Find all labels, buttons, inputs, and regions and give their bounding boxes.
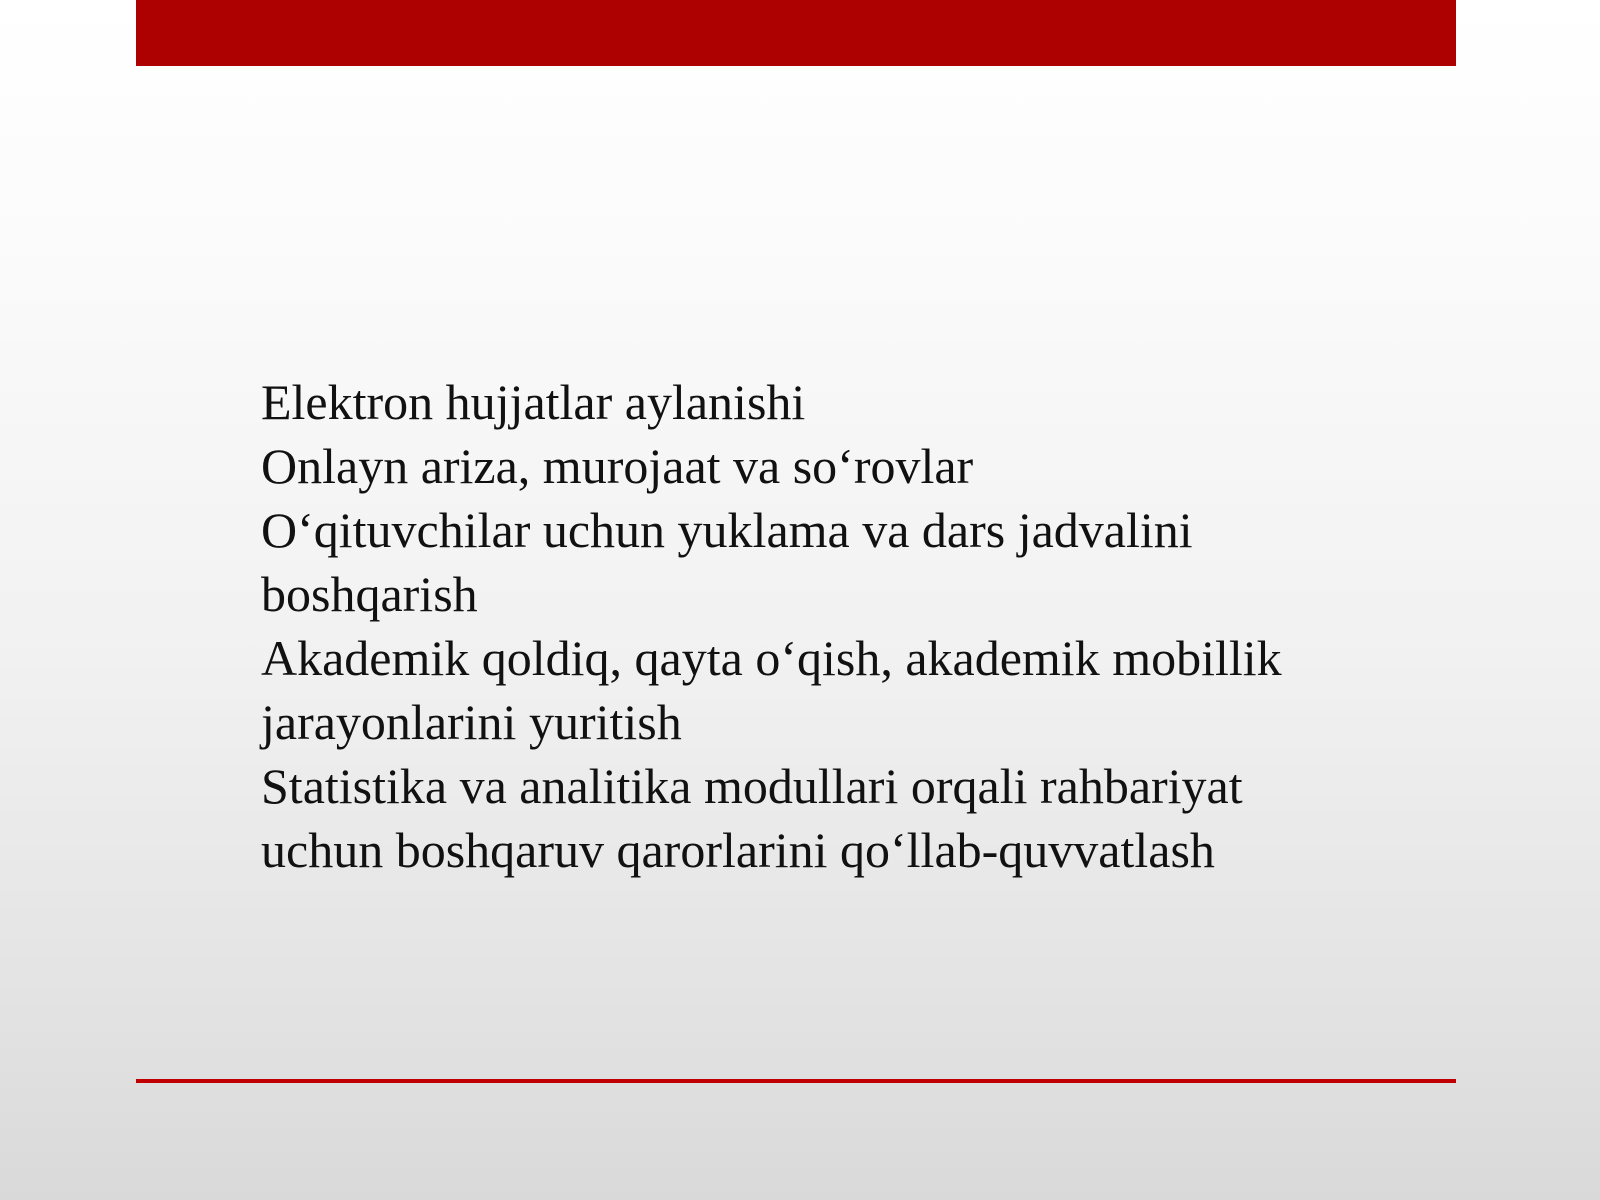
text-line: boshqarish [261,566,478,622]
text-line: Statistika va analitika modullari orqali rahbariyat [261,758,1243,814]
bottom-divider-line [136,1079,1456,1083]
text-line: uchun boshqaruv qarorlarini qo‘llab-quvvatlash [261,822,1215,878]
slide-body-text [261,370,1441,882]
text-line: jarayonlarini yuritish [261,694,682,750]
text-line: Onlayn ariza, murojaat va so‘rovlar [261,438,974,494]
text-line: Akademik qoldiq, qayta o‘qish, akademik mobillik [261,630,1282,686]
top-accent-bar [136,0,1456,66]
text-line: O‘qituvchilar uchun yuklama va dars jadvalini [261,502,1193,558]
text-line: Elektron hujjatlar aylanishi [261,374,806,430]
